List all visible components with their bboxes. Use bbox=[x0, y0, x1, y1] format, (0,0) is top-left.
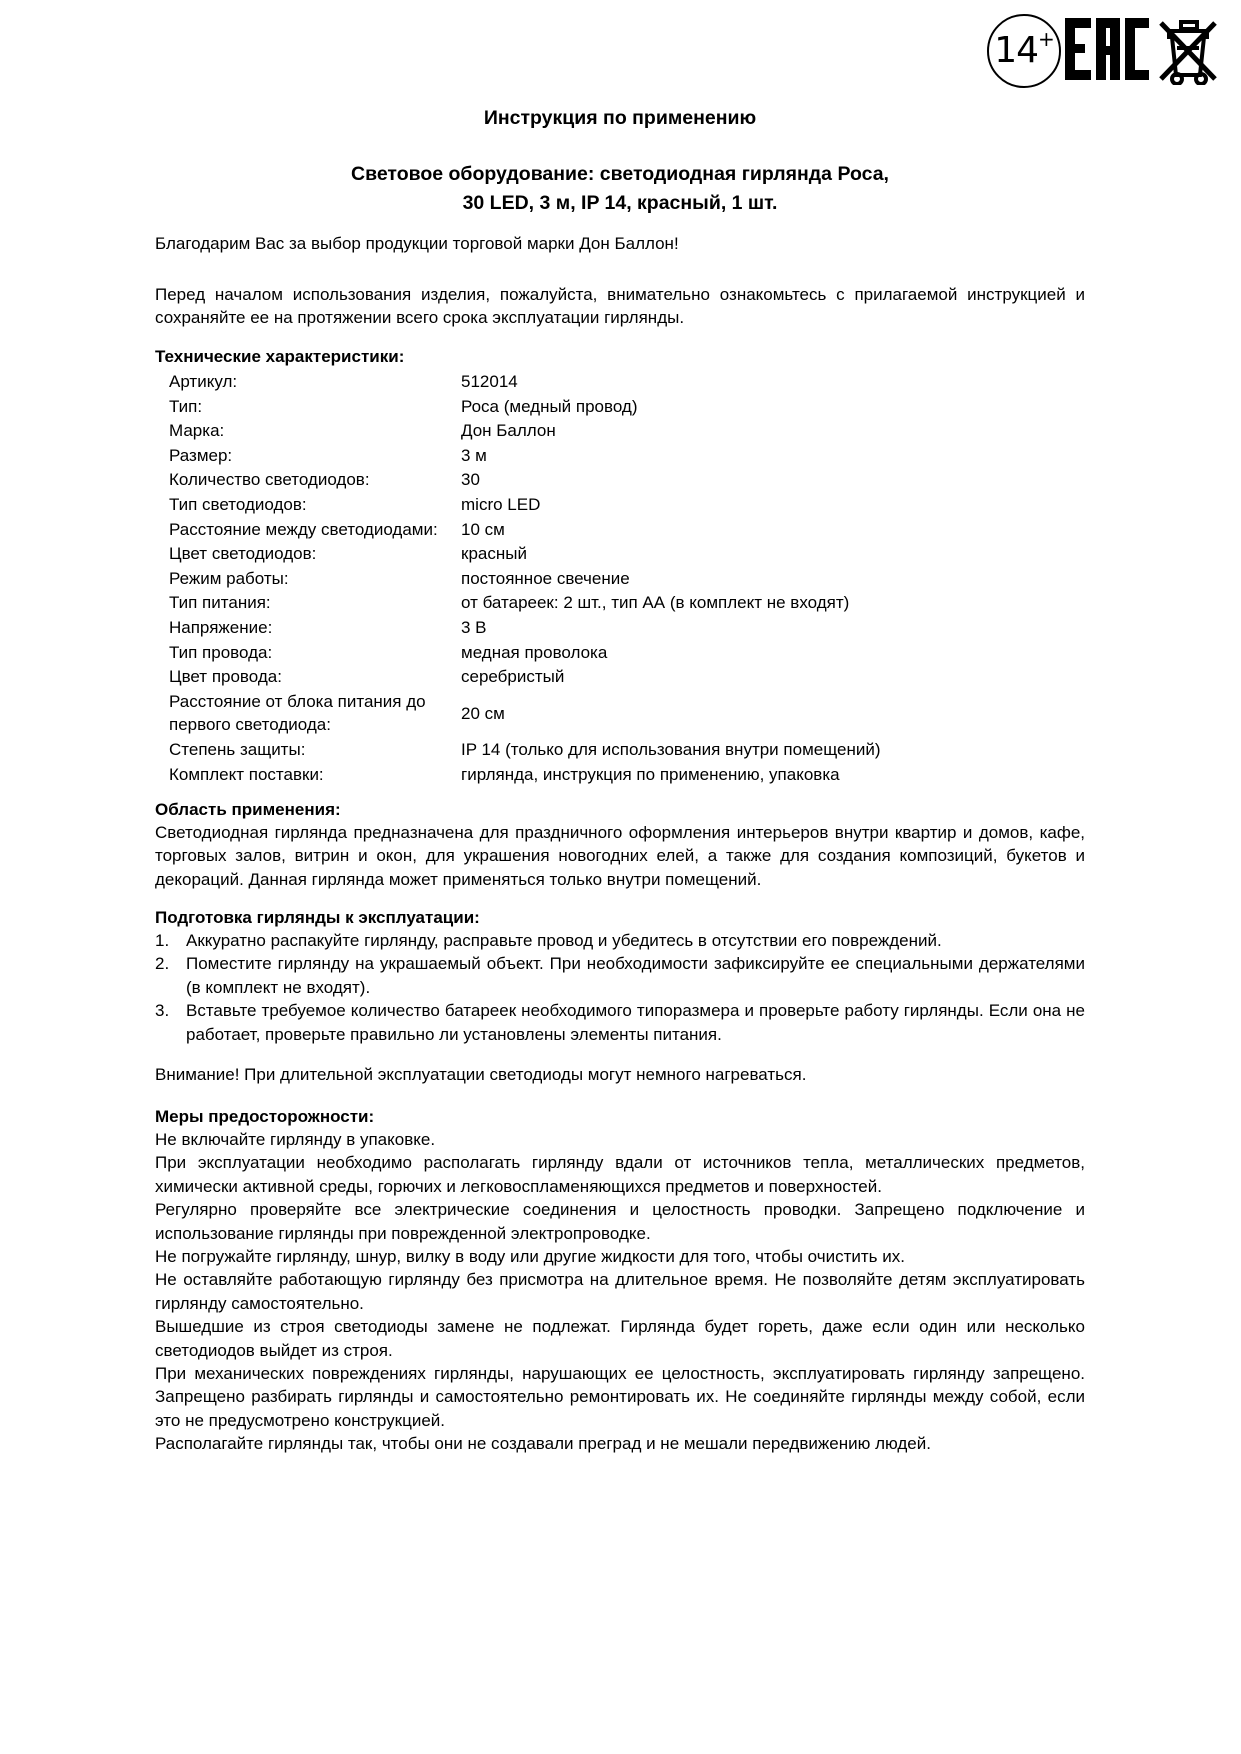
safety-item: Не погружайте гирлянду, шнур, вилку в воду или другие жидкости для того, чтобы очистить их. bbox=[155, 1247, 905, 1267]
spec-label: Цвет провода: bbox=[169, 667, 282, 687]
spec-label: Комплект поставки: bbox=[169, 764, 324, 784]
spec-value: 3 В bbox=[461, 617, 487, 637]
scope-text: Светодиодная гирлянда предназначена для праздничного оформления интерьеров внутри квартир и домов, кафе, торговых залов, витрин и окон, для украшения новогодних елей, а также для создания композиций, букетов и декораций. Данная гирлянда может применяться только внутри помещений. bbox=[155, 823, 1085, 889]
spec-label: Тип светодиодов: bbox=[169, 494, 307, 514]
table-row bbox=[169, 493, 1081, 518]
eac-conformity-icon bbox=[1063, 16, 1151, 87]
product-title-line-1: Световое оборудование: светодиодная гирлянда Роса, bbox=[351, 163, 889, 185]
safety-item: Не включайте гирлянду в упаковке. bbox=[155, 1130, 436, 1149]
safety-items bbox=[155, 1128, 1085, 1456]
age-rating-plus: + bbox=[1038, 26, 1054, 51]
spec-label: Артикул: bbox=[169, 372, 238, 391]
step-text: Вставьте требуемое количество батареек необходимого типоразмера и проверьте работу гирлянды. Если она не работает, проверьте правильно ли установлены элементы питания. bbox=[186, 1001, 1085, 1044]
spec-value: от батареек: 2 шт., тип АА (в комплект не входят) bbox=[461, 593, 850, 613]
spec-value: Роса (медный провод) bbox=[461, 396, 638, 416]
table-row bbox=[169, 665, 1081, 690]
weee-crossed-out-wheelie-bin-icon bbox=[1157, 13, 1219, 90]
table-row bbox=[169, 468, 1081, 493]
spec-value: 10 см bbox=[461, 519, 505, 539]
step-number: 2. bbox=[155, 954, 170, 974]
list-item bbox=[155, 929, 1085, 952]
spec-label: Тип провода: bbox=[169, 642, 273, 662]
spec-value: 20 см bbox=[461, 703, 505, 723]
conformity-marks bbox=[987, 12, 1219, 90]
spec-value: постоянное свечение bbox=[461, 568, 630, 588]
age-rating-14-plus-icon bbox=[987, 14, 1061, 88]
spec-value: micro LED bbox=[461, 494, 541, 514]
attention-text: Внимание! При длительной эксплуатации светодиоды могут немного нагреваться. bbox=[155, 1065, 807, 1084]
safety-item: Регулярно проверяйте все электрические соединения и целостность проводки. Запрещено подключение и использование гирлянды при поврежденной электропроводке. bbox=[155, 1200, 1085, 1243]
spec-label: Количество светодиодов: bbox=[169, 470, 370, 490]
scope-heading: Область применения: bbox=[155, 800, 341, 819]
spec-label: Режим работы: bbox=[169, 568, 289, 588]
spec-value: серебристый bbox=[461, 667, 565, 687]
table-row bbox=[169, 395, 1081, 420]
preparation-steps bbox=[155, 929, 1085, 1046]
scope-section bbox=[155, 800, 1085, 891]
spec-label: Цвет светодиодов: bbox=[169, 544, 317, 564]
spec-label: Степень защиты: bbox=[169, 739, 306, 759]
spec-value: 512014 bbox=[461, 372, 518, 391]
table-row bbox=[169, 738, 1081, 763]
spec-label: Расстояние между светодиодами: bbox=[169, 519, 438, 539]
spec-value: 3 м bbox=[461, 445, 487, 465]
spec-label: Марка: bbox=[169, 421, 225, 441]
spec-label: Напряжение: bbox=[169, 617, 273, 637]
spec-value: красный bbox=[461, 544, 527, 564]
table-row bbox=[169, 542, 1081, 567]
table-row bbox=[169, 419, 1081, 444]
specifications-table bbox=[169, 370, 1081, 787]
safety-section bbox=[155, 1107, 1085, 1456]
preparation-section bbox=[155, 908, 1085, 1046]
table-row bbox=[169, 444, 1081, 469]
safety-heading: Меры предосторожности: bbox=[155, 1107, 375, 1126]
attention-note bbox=[155, 1063, 1085, 1086]
spec-value: 30 bbox=[461, 470, 480, 490]
spec-value: гирлянда, инструкция по применению, упаковка bbox=[461, 764, 840, 784]
safety-item: Вышедшие из строя светодиоды замене не подлежат. Гирлянда будет гореть, даже если один или несколько светодиодов выйдет из строя. bbox=[155, 1317, 1085, 1360]
age-rating-number: 14 bbox=[994, 29, 1039, 71]
table-row bbox=[169, 616, 1081, 641]
table-row bbox=[169, 370, 1081, 395]
safety-item: Не оставляйте работающую гирлянду без присмотра на длительное время. Не позволяйте детям эксплуатировать гирлянду самостоятельно. bbox=[155, 1270, 1085, 1313]
list-item bbox=[155, 999, 1085, 1046]
table-row bbox=[169, 763, 1081, 788]
safety-item: При эксплуатации необходимо располагать гирлянду вдали от источников тепла, металлических предметов, химически активной среды, горючих и легковоспламеняющихся предметов и поверхностей. bbox=[155, 1153, 1085, 1196]
spec-value: IP 14 (только для использования внутри помещений) bbox=[461, 739, 881, 759]
preparation-heading: Подготовка гирлянды к эксплуатации: bbox=[155, 908, 480, 927]
thanks-paragraph: Благодарим Вас за выбор продукции торговой марки Дон Баллон! bbox=[155, 234, 679, 253]
step-text: Поместите гирлянду на украшаемый объект. При необходимости зафиксируйте ее специальными держателями (в комплект не входят). bbox=[186, 954, 1085, 997]
spec-value: медная проволока bbox=[461, 642, 608, 662]
step-text: Аккуратно распакуйте гирлянду, расправьте провод и убедитесь в отсутствии его повреждений. bbox=[186, 931, 942, 950]
table-row bbox=[169, 690, 1081, 738]
table-row bbox=[169, 518, 1081, 543]
spec-label: Тип питания: bbox=[169, 593, 271, 613]
safety-item: При механических повреждениях гирлянды, нарушающих ее целостность, эксплуатировать гирлянду запрещено. Запрещено разбирать гирлянды и самостоятельно ремонтировать их. Не соединяйте гирлянды между собой, если это не предусмотрено конструкцией. bbox=[155, 1364, 1085, 1430]
specifications-heading: Технические характеристики: bbox=[155, 347, 405, 366]
table-row bbox=[169, 591, 1081, 616]
spec-label: Расстояние от блока питания до первого светодиода: bbox=[169, 691, 426, 735]
before-use-paragraph: Перед началом использования изделия, пожалуйста, внимательно ознакомьтесь с прилагаемой инструкцией и сохраняйте ее на протяжении всего срока эксплуатации гирлянды. bbox=[155, 285, 1085, 327]
table-row bbox=[169, 567, 1081, 592]
spec-label: Размер: bbox=[169, 445, 233, 465]
step-number: 3. bbox=[155, 1001, 170, 1021]
table-row bbox=[169, 641, 1081, 666]
step-number: 1. bbox=[155, 931, 170, 950]
page-title: Инструкция по применению bbox=[483, 107, 757, 129]
safety-item: Располагайте гирлянды так, чтобы они не создавали преград и не мешали передвижению людей. bbox=[155, 1434, 931, 1454]
spec-label: Тип: bbox=[169, 396, 203, 416]
spec-value: Дон Баллон bbox=[461, 421, 556, 441]
product-title-line-2: 30 LED, 3 м, IP 14, красный, 1 шт. bbox=[462, 192, 778, 214]
product-title bbox=[155, 160, 1085, 218]
list-item bbox=[155, 952, 1085, 999]
